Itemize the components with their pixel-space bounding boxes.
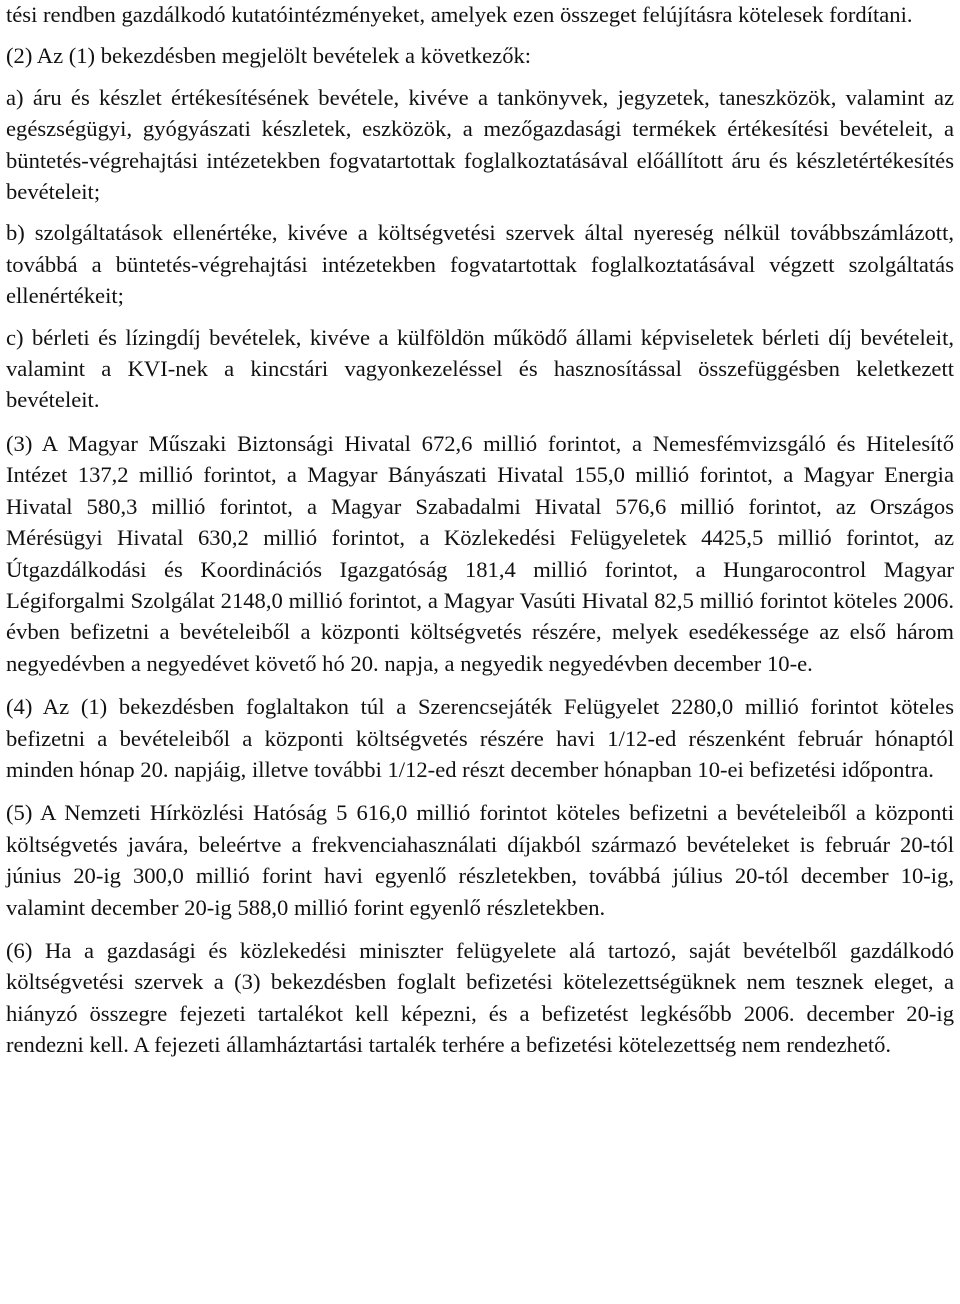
paragraph-continuation: tési rendben gazdálkodó kutatóintézményeket, amelyek ezen összeget felújításra kötelesek fordítani. [6,2,913,27]
paragraph-2-intro: (2) Az (1) bekezdésben megjelölt bevételek a következők: [6,43,532,69]
paragraph-2-c: c) bérleti és lízingdíj bevételek, kivéve a külföldön működő állami képviseletek bérleti díj bevételeit, valamint a KVI-nek a kincstári vagyonkezeléssel és hasznosítással összefüggésben keletkezett bevételeit. [6,324,954,413]
document-page [6,0,954,1061]
paragraph-5: (5) A Nemzeti Hírközlési Hatóság 5 616,0 millió forintot köteles befizetni a bevételeiből a központi költségvetés javára, beleértve a frekvenciahasználati díjakból származó bevételeket is február 20-tól június 20-ig 300,0 millió forint havi egyenlő részletekben, továbbá július 20-tól december 10-ig, valamint december 20-ig 588,0 millió forint egyenlő részletekben. [6,800,954,920]
paragraph-3: (3) A Magyar Műszaki Biztonsági Hivatal 672,6 millió forintot, a Nemesfémvizsgáló és Hitelesítő Intézet 137,2 millió forintot, a Magyar Bányászati Hivatal 155,0 millió forintot, a Magyar Energia Hivatal 580,3 millió forintot, a Magyar Szabadalmi Hivatal 576,6 millió forintot, az Országos Mérésügyi Hivatal 630,2 millió forintot, a Közlekedési Felügyeletek 4425,5 millió forintot, az Útgazdálkodási és Koordinációs Igazgatóság 181,4 millió forintot, a Hungarocontrol Magyar Légiforgalmi Szolgálat 2148,0 millió forintot, a Magyar Vasúti Hivatal 82,5 millió forintot köteles 2006. évben befizetni a bevételeiből a központi költségvetés részére, melyek esedékessége az első három negyedévben a negyedévet követő hó 20. napja, a negyedik negyedévben december 10-e. [6,430,954,676]
paragraph-2-a: a) áru és készlet értékesítésének bevétele, kivéve a tankönyvek, jegyzetek, taneszközök, valamint az egészségügyi, gyógyászati készletek, eszközök, a mezőgazdasági termékek értékesítési bevételeit, a büntetés-végrehajtási intézetekben fogvatartottak foglalkoztatásával előállított áru és készletértékesítés bevételeit; [6,84,954,205]
paragraph-2-b: b) szolgáltatások ellenértéke, kivéve a költségvetési szervek által nyereség nélkül továbbszámlázott, továbbá a büntetés-végrehajtási intézetekben fogvatartottak foglalkoztatásával végzett szolgáltatás ellenértékeit; [6,220,954,309]
paragraph-6: (6) Ha a gazdasági és közlekedési miniszter felügyelete alá tartozó, saját bevételből gazdálkodó költségvetési szervek a (3) bekezdésben foglalt befizetési kötelezettségüknek nem tesznek eleget, a hiányzó összegre fejezeti tartalékot kell képezni, és a befizetést legkésőbb 2006. december 20-ig rendezni kell. A fejezeti államháztartási tartalék terhére a befizetési kötelezettség nem rendezhető. [6,937,954,1058]
paragraph-4: (4) Az (1) bekezdésben foglaltakon túl a Szerencsejáték Felügyelet 2280,0 millió forintot köteles befizetni a bevételeiből a központi költségvetés részére havi 1/12-ed részenként február hónaptól minden hónap 20. napjáig, illetve további 1/12-ed részt december hónapban 10-ei befizetési időpontra. [6,694,954,782]
